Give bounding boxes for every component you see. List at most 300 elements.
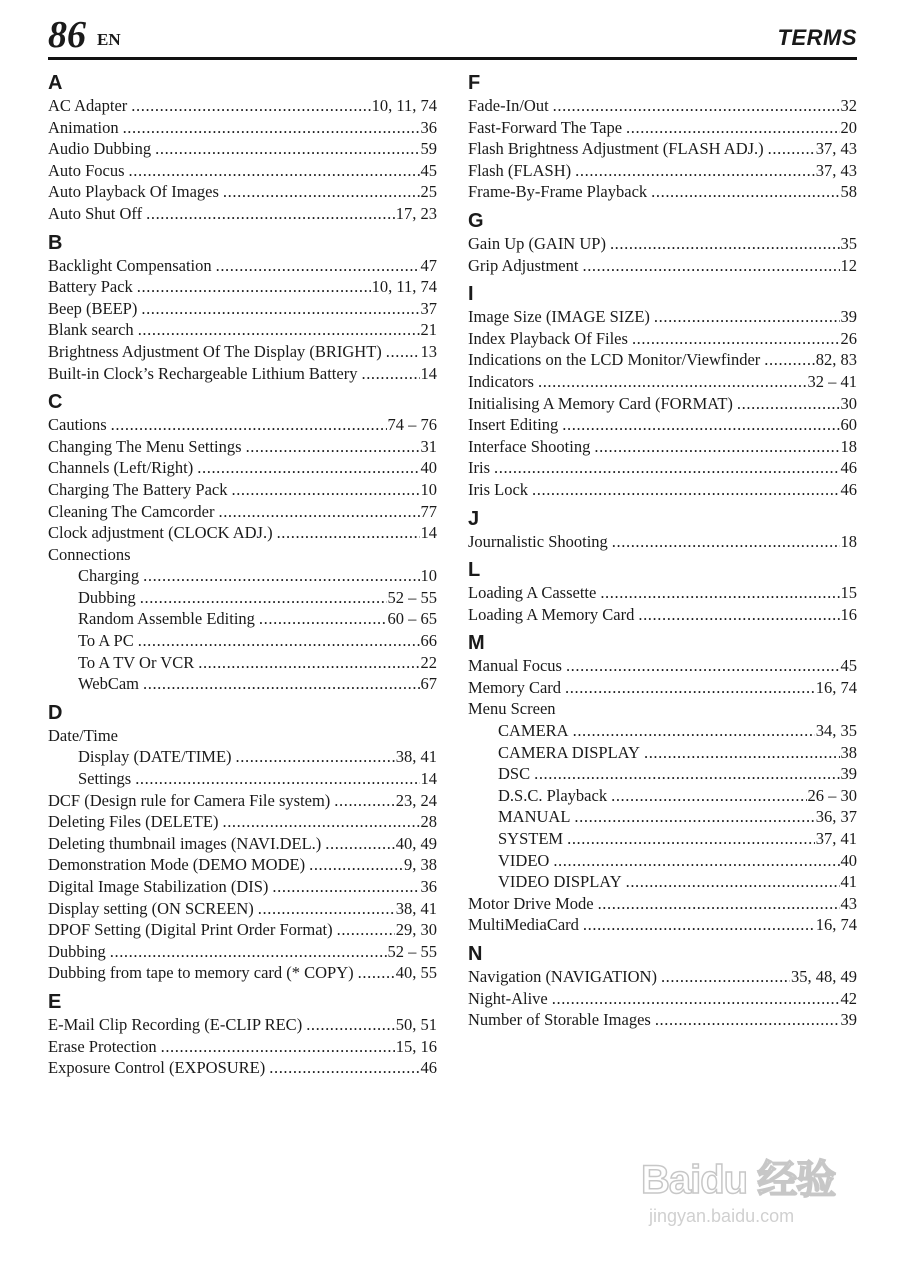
index-term: Beep (BEEP)	[48, 298, 138, 318]
index-entry	[48, 181, 437, 203]
index-entry	[48, 479, 437, 501]
index-term: Frame-By-Frame Playback	[468, 182, 648, 202]
dot-leader	[562, 414, 839, 436]
dot-leader	[138, 319, 420, 341]
dot-leader	[361, 363, 419, 385]
index-page-refs: 25	[420, 182, 437, 202]
index-term: MANUAL	[498, 807, 571, 827]
index-term: Index Playback Of Files	[468, 328, 628, 348]
index-entry	[48, 876, 437, 898]
index-subentry	[468, 828, 857, 850]
index-entry	[48, 436, 437, 458]
dot-leader	[598, 893, 840, 915]
index-page-refs: 38	[840, 742, 857, 762]
page-header	[48, 14, 857, 56]
watermark-url: jingyan.baidu.com	[649, 1206, 795, 1226]
dot-leader	[573, 720, 815, 742]
dot-leader	[655, 1009, 840, 1031]
index-term: Image Size (IMAGE SIZE)	[468, 307, 650, 327]
index-page-refs: 32 – 41	[807, 371, 857, 391]
index-page-refs: 26	[840, 328, 857, 348]
index-term: MultiMediaCard	[468, 915, 579, 935]
dot-leader	[259, 608, 387, 630]
index-entry	[468, 698, 857, 720]
index-letter-heading: J	[468, 507, 480, 530]
index-entry	[48, 833, 437, 855]
dot-leader	[222, 811, 419, 833]
index-page-refs: 46	[420, 1058, 437, 1078]
index-page-refs: 22	[420, 652, 437, 672]
index-term: Manual Focus	[468, 656, 562, 676]
index-page-refs: 40	[420, 458, 437, 478]
dot-leader	[654, 306, 840, 328]
index-page-refs: 60 – 65	[387, 609, 437, 629]
dot-leader	[197, 457, 419, 479]
index-term: Loading A Cassette	[468, 583, 597, 603]
index-page-refs: 9, 38	[404, 855, 437, 875]
index-entry	[48, 1014, 437, 1036]
index-entry	[468, 371, 857, 393]
dot-leader	[534, 763, 839, 785]
index-subentry	[468, 850, 857, 872]
index-entry	[48, 941, 437, 963]
index-page-refs: 10, 11, 74	[371, 96, 437, 115]
index-term: Gain Up (GAIN UP)	[468, 233, 606, 253]
dot-leader	[553, 850, 839, 872]
index-page-refs: 36	[420, 117, 437, 137]
index-entry	[48, 298, 437, 320]
index-entry	[48, 898, 437, 920]
page-number: 86	[48, 14, 86, 56]
index-letter-heading: E	[48, 990, 62, 1013]
dot-leader	[566, 655, 840, 677]
index-entry	[468, 138, 857, 160]
index-subentry	[468, 871, 857, 893]
index-entry	[48, 919, 437, 941]
dot-leader	[198, 652, 419, 674]
index-entry	[468, 914, 857, 936]
dot-leader	[552, 988, 840, 1010]
index-term: Deleting Files (DELETE)	[48, 812, 219, 832]
index-term: Random Assemble Editing	[78, 609, 255, 629]
dot-leader	[574, 806, 814, 828]
index-page-refs: 17, 23	[395, 203, 437, 223]
index-entry	[468, 160, 857, 182]
dot-leader	[567, 828, 815, 850]
index-page-refs: 37, 41	[815, 829, 857, 849]
index-entry	[468, 349, 857, 371]
index-term: Interface Shooting	[468, 436, 591, 456]
dot-leader	[594, 436, 839, 458]
index-entry	[48, 790, 437, 812]
dot-leader	[140, 587, 387, 609]
index-page-refs: 16	[840, 604, 857, 624]
index-letter-heading: C	[48, 391, 63, 414]
index-subentry	[48, 608, 437, 630]
dot-leader	[565, 677, 815, 699]
index-entry	[48, 363, 437, 385]
index-term: DCF (Design rule for Camera File system)	[48, 790, 331, 810]
index-letter-heading: M	[468, 632, 485, 655]
index-subentry	[468, 785, 857, 807]
index-entry	[468, 988, 857, 1010]
index-entry	[468, 966, 857, 988]
index-page-refs: 14	[420, 523, 437, 543]
index-entry	[468, 117, 857, 139]
index-entry	[468, 457, 857, 479]
index-entry	[468, 531, 857, 553]
index-term: Charging	[78, 566, 140, 586]
dot-leader	[138, 630, 420, 652]
dot-leader	[236, 746, 395, 768]
index-page-refs: 52 – 55	[387, 941, 437, 961]
index-page-refs: 39	[840, 764, 857, 784]
index-term: Fade-In/Out	[468, 96, 549, 115]
index-entry	[48, 725, 437, 747]
index-subentry	[48, 673, 437, 695]
index-term: DPOF Setting (Digital Print Order Format)	[48, 920, 333, 940]
index-letter-heading: L	[468, 559, 481, 582]
dot-leader	[129, 160, 420, 182]
index-page-refs: 10, 11, 74	[371, 277, 437, 297]
dot-leader	[600, 582, 839, 604]
index-letter-heading: G	[468, 209, 484, 232]
index-term: To A TV Or VCR	[78, 652, 195, 672]
section-title: TERMS	[777, 25, 857, 50]
index-subentry	[468, 742, 857, 764]
dot-leader	[611, 785, 806, 807]
index-term: Digital Image Stabilization (DIS)	[48, 877, 269, 896]
index-term: Demonstration Mode (DEMO MODE)	[48, 855, 306, 875]
dot-leader	[582, 255, 839, 277]
index-page-refs: 26 – 30	[807, 785, 857, 805]
index-entry	[468, 436, 857, 458]
index-term: Date/Time	[48, 725, 118, 745]
index-term: Battery Pack	[48, 277, 133, 297]
index-page-refs: 41	[840, 872, 857, 892]
index-page-refs: 46	[840, 479, 857, 499]
index-column-left	[48, 71, 437, 1079]
index-page-refs: 47	[420, 255, 437, 275]
index-term: DSC	[498, 764, 531, 784]
dot-leader	[231, 479, 419, 501]
dot-leader	[137, 276, 371, 298]
dot-leader	[626, 871, 840, 893]
dot-leader	[277, 522, 420, 544]
dot-leader	[143, 565, 419, 587]
index-term: Channels (Left/Right)	[48, 458, 194, 478]
index-entry	[48, 1057, 437, 1079]
index-page-refs: 45	[420, 160, 437, 180]
index-term: Changing The Menu Settings	[48, 436, 242, 456]
index-page-refs: 34, 35	[815, 721, 857, 741]
dot-leader	[110, 941, 387, 963]
dot-leader	[661, 966, 790, 988]
dot-leader	[135, 768, 419, 790]
dot-leader	[553, 95, 840, 117]
index-page-refs: 15, 16	[395, 1036, 437, 1056]
dot-leader	[146, 203, 395, 225]
index-term: Iris	[468, 458, 490, 478]
dot-leader	[143, 673, 420, 695]
index-page-refs: 16, 74	[815, 915, 857, 935]
dot-leader	[575, 160, 815, 182]
index-term: Deleting thumbnail images (NAVI.DEL.)	[48, 833, 322, 853]
index-term: Flash (FLASH)	[468, 160, 572, 180]
dot-leader	[764, 349, 814, 371]
index-page-refs: 36, 37	[815, 807, 857, 827]
dot-leader	[258, 898, 395, 920]
index-page-refs: 13	[420, 341, 437, 361]
watermark-logo: Baidu 经验	[641, 1158, 836, 1202]
index-entry	[48, 854, 437, 876]
dot-leader	[216, 255, 420, 277]
index-letter-heading: B	[48, 231, 63, 254]
dot-leader	[386, 341, 420, 363]
index-entry	[468, 604, 857, 626]
index-term: Dubbing	[48, 941, 106, 961]
dot-leader	[538, 371, 807, 393]
index-page-refs: 52 – 55	[387, 587, 437, 607]
index-entry	[48, 319, 437, 341]
dot-leader	[309, 854, 403, 876]
dot-leader	[337, 919, 395, 941]
index-term: Memory Card	[468, 677, 562, 697]
index-page-refs: 18	[840, 531, 857, 551]
index-page-refs: 30	[840, 393, 857, 413]
index-subentry	[48, 565, 437, 587]
index-entry	[468, 233, 857, 255]
index-term: Loading A Memory Card	[468, 604, 635, 624]
baidu-watermark	[641, 1148, 851, 1238]
index-letter-heading: F	[468, 72, 481, 94]
index-page-refs: 32	[840, 96, 857, 115]
index-page-refs: 35	[840, 233, 857, 253]
index-term: Menu Screen	[468, 699, 556, 719]
index-entry	[48, 95, 437, 117]
index-term: Settings	[78, 769, 132, 789]
index-term: E-Mail Clip Recording (E-CLIP REC)	[48, 1014, 303, 1034]
index-entry	[48, 255, 437, 277]
index-page-refs: 29, 30	[395, 920, 437, 940]
index-page-refs: 16, 74	[815, 677, 857, 697]
dot-leader	[612, 531, 840, 553]
index-term: Backlight Compensation	[48, 255, 212, 275]
index-term: CAMERA	[498, 721, 569, 741]
index-entry	[48, 457, 437, 479]
dot-leader	[334, 790, 394, 812]
index-entry	[48, 138, 437, 160]
index-term: Connections	[48, 544, 131, 564]
index-term: Clock adjustment (CLOCK ADJ.)	[48, 523, 273, 543]
index-term: Cleaning The Camcorder	[48, 501, 215, 521]
dot-leader	[325, 833, 394, 855]
index-term: Built-in Clock’s Rechargeable Lithium Battery	[48, 363, 358, 383]
index-page-refs: 39	[840, 307, 857, 327]
dot-leader	[737, 393, 840, 415]
dot-leader	[494, 457, 840, 479]
index-page-refs: 66	[420, 631, 437, 651]
index-term: Motor Drive Mode	[468, 893, 594, 913]
index-page-refs: 15	[840, 583, 857, 603]
index-entry	[468, 328, 857, 350]
index-term: Insert Editing	[468, 415, 559, 435]
index-term: Dubbing	[78, 587, 136, 607]
dot-leader	[269, 1057, 419, 1079]
index-term: Audio Dubbing	[48, 139, 152, 159]
dot-leader	[651, 181, 839, 203]
index-entry	[48, 414, 437, 436]
index-entry	[48, 203, 437, 225]
dot-leader	[632, 328, 840, 350]
index-entry	[468, 1009, 857, 1031]
index-term: Indicators	[468, 371, 534, 391]
index-page-refs: 38, 41	[395, 898, 437, 918]
dot-leader	[161, 1036, 395, 1058]
index-term: Iris Lock	[468, 479, 529, 499]
index-term: Auto Playback Of Images	[48, 182, 219, 202]
index-entry	[468, 582, 857, 604]
index-page-refs: 45	[840, 656, 857, 676]
index-entry	[468, 479, 857, 501]
index-subentry	[48, 630, 437, 652]
index-column-right	[468, 71, 857, 1031]
dot-leader	[272, 876, 419, 898]
index-term: CAMERA DISPLAY	[498, 742, 640, 762]
index-letter-heading: I	[468, 283, 474, 306]
index-term: Display setting (ON SCREEN)	[48, 898, 254, 918]
index-term: Exposure Control (EXPOSURE)	[48, 1058, 266, 1078]
index-entry	[468, 655, 857, 677]
index-page-refs: 38, 41	[395, 747, 437, 767]
index-subentry	[468, 763, 857, 785]
index-term: Night-Alive	[468, 988, 548, 1008]
index-page-refs: 35, 48, 49	[791, 967, 857, 986]
index-page-refs: 77	[420, 501, 437, 521]
index-entry	[468, 306, 857, 328]
index-subentry	[48, 768, 437, 790]
index-page-refs: 46	[840, 458, 857, 478]
index-entry	[48, 341, 437, 363]
index-page-refs: 37, 43	[815, 160, 857, 180]
index-page-refs: 67	[420, 674, 437, 694]
index-letter-heading: D	[48, 701, 63, 724]
index-page-refs: 28	[420, 812, 437, 832]
index-term: D.S.C. Playback	[498, 785, 608, 805]
index-page-refs: 10	[420, 479, 437, 499]
index-page-refs: 14	[420, 363, 437, 383]
dot-leader	[123, 117, 420, 139]
index-term: Cautions	[48, 415, 107, 435]
dot-leader	[644, 742, 840, 764]
index-page-refs: 20	[840, 117, 857, 137]
index-term: VIDEO DISPLAY	[498, 872, 622, 892]
dot-leader	[532, 479, 839, 501]
dot-leader	[246, 436, 420, 458]
index-entry	[468, 255, 857, 277]
dot-leader	[610, 233, 840, 255]
index-page-refs: 36	[420, 877, 437, 896]
index-entry	[48, 276, 437, 298]
index-page-refs: 59	[420, 139, 437, 159]
dot-leader	[155, 138, 419, 160]
index-page-refs: 12	[840, 255, 857, 275]
index-term: Initialising A Memory Card (FORMAT)	[468, 393, 733, 413]
index-letter-heading: N	[468, 943, 483, 965]
index-term: Indications on the LCD Monitor/Viewfinder	[468, 350, 761, 370]
index-subentry	[468, 806, 857, 828]
index-entry	[48, 811, 437, 833]
dot-leader	[306, 1014, 395, 1036]
index-entry	[48, 522, 437, 544]
index-subentry	[48, 587, 437, 609]
dot-leader	[768, 138, 815, 160]
index-term: VIDEO	[498, 850, 550, 870]
index-term: Navigation (NAVIGATION)	[468, 967, 657, 986]
index-term: Display (DATE/TIME)	[78, 747, 232, 767]
index-term: Auto Shut Off	[48, 203, 143, 223]
index-entry	[48, 501, 437, 523]
index-letter-heading: A	[48, 72, 63, 94]
index-entry	[468, 893, 857, 915]
dot-leader	[218, 501, 419, 523]
dot-leader	[638, 604, 839, 626]
index-page-refs: 42	[840, 988, 857, 1008]
header-divider	[48, 57, 857, 60]
index-term: Flash Brightness Adjustment (FLASH ADJ.)	[468, 139, 764, 159]
index-entry	[468, 181, 857, 203]
index-entry	[48, 117, 437, 139]
index-term: To A PC	[78, 631, 134, 651]
index-page-refs: 82, 83	[815, 350, 857, 370]
index-term: Brightness Adjustment Of The Display (BRIGHT)	[48, 341, 382, 361]
index-term: Journalistic Shooting	[468, 531, 608, 551]
index-entry	[468, 414, 857, 436]
dot-leader	[583, 914, 815, 936]
index-page-refs: 40, 49	[395, 833, 437, 853]
index-term: Grip Adjustment	[468, 255, 579, 275]
index-page-refs: 37, 43	[815, 139, 857, 159]
index-entry	[48, 962, 437, 984]
index-page-refs: 39	[840, 1010, 857, 1030]
index-term: Auto Focus	[48, 160, 125, 180]
dot-leader	[131, 95, 370, 117]
index-term: WebCam	[78, 674, 139, 694]
index-term: SYSTEM	[498, 829, 564, 849]
index-page-refs: 40, 55	[395, 963, 437, 983]
language-label: EN	[97, 30, 121, 49]
index-term: AC Adapter	[48, 96, 128, 115]
index-term: Dubbing from tape to memory card (* COPY)	[48, 963, 354, 983]
index-page-refs: 50, 51	[395, 1014, 437, 1034]
index-entry	[468, 95, 857, 117]
dot-leader	[141, 298, 419, 320]
index-page-refs: 60	[840, 415, 857, 435]
index-term: Number of Storable Images	[468, 1010, 651, 1030]
index-page-refs: 23, 24	[395, 790, 437, 810]
index-term: Erase Protection	[48, 1036, 157, 1056]
index-page-refs: 40	[840, 850, 857, 870]
index-page-refs: 74 – 76	[387, 415, 437, 435]
index-page-refs: 43	[840, 893, 857, 913]
index-term: Animation	[48, 117, 119, 137]
index-entry	[48, 544, 437, 566]
index-entry	[48, 160, 437, 182]
index-term: Charging The Battery Pack	[48, 479, 228, 499]
index-page-refs: 21	[420, 320, 437, 340]
index-entry	[48, 1036, 437, 1058]
dot-leader	[358, 962, 395, 984]
